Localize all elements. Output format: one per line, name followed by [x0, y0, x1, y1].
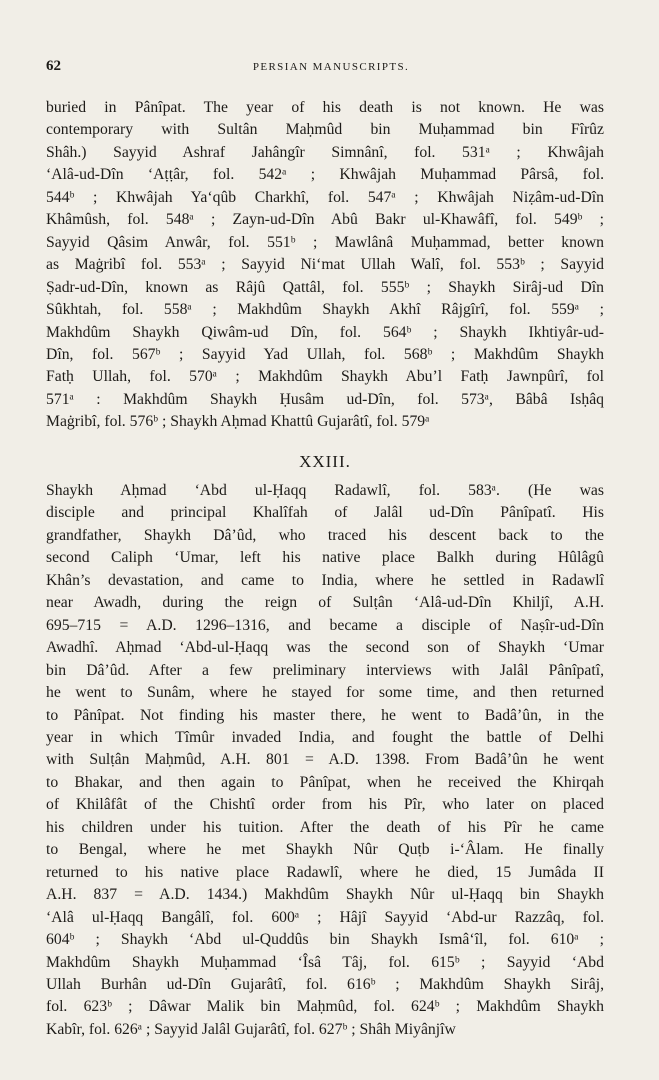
- text-line: to Bhakar, and then again to Pânîpat, when he received the Khirqah: [46, 773, 604, 791]
- section-heading: XXIII.: [299, 452, 351, 471]
- text-line: Khân’s devastation, and came to India, where he settled in Radawlî: [46, 571, 604, 589]
- text-line: 604ᵇ ; Shaykh ‘Abd ul-Quddûs bin Shaykh Ismâ‘îl, fol. 610ᵃ ;: [46, 931, 604, 949]
- text-line: grandfather, Shaykh Dâ’ûd, who traced his descent back to the: [46, 526, 604, 544]
- text-line: of Khilâfât of the Chishtî order from his Pîr, who later on placed: [46, 796, 604, 814]
- text-line: 544ᵇ ; Khwâjah Ya‘qûb Charkhî, fol. 547ᵃ ; Khwâjah Niẓâm-ud-Dîn: [46, 188, 604, 206]
- text-line: bin Dâ’ûd. After a few preliminary interviews with Jalâl Pânîpatî,: [46, 661, 604, 679]
- text-line: Ṣadr-ud-Dîn, known as Râjû Qattâl, fol. 555ᵇ ; Shaykh Sirâj-ud Dîn: [46, 278, 604, 296]
- text-line: with Sulṭân Maḥmûd, A.H. 801 = A.D. 1398. From Badâ’ûn he went: [46, 751, 604, 769]
- text-line: Sayyid Qâsim Anwâr, fol. 551ᵇ ; Mawlânâ Muḥammad, better known: [46, 233, 604, 251]
- page-number: 62: [46, 58, 61, 74]
- paragraph-2: [46, 480, 604, 1041]
- text-line: ‘Alâ-ud-Dîn ‘Aṭṭâr, fol. 542ᵃ ; Khwâjah Muḥammad Pârsâ, fol.: [46, 166, 604, 184]
- text-line: Makhdûm Shaykh Muḥammad ‘Îsâ Tâj, fol. 615ᵇ ; Sayyid ‘Abd: [46, 953, 604, 971]
- text-line: 695–715 = A.D. 1296–1316, and became a disciple of Naṣîr-ud-Dîn: [46, 616, 604, 634]
- text-line: to Bengal, where he met Shaykh Nûr Quṭb i-‘Âlam. He finally: [46, 841, 604, 859]
- text-line: Kabîr, fol. 626ᵃ ; Sayyid Jalâl Gujarâtî, fol. 627ᵇ ; Shâh Miyânjîw: [46, 1020, 456, 1038]
- text-line: as Maġribî fol. 553ᵃ ; Sayyid Ni‘mat Ullah Walî, fol. 553ᵇ ; Sayyid: [46, 256, 604, 274]
- text-line: near Awadh, during the reign of Sulṭân ‘Alâ-ud-Dîn Khiljî, A.H.: [46, 594, 604, 612]
- page-header: [46, 58, 616, 82]
- running-head: PERSIAN MANUSCRIPTS.: [252, 61, 410, 73]
- text-line: year in which Tîmûr invaded India, and fought the battle of Delhi: [46, 728, 604, 746]
- text-line: buried in Pânîpat. The year of his death is not known. He was: [46, 99, 604, 116]
- text-line: returned to his native place Radawlî, where he died, 15 Jumâda II: [46, 863, 604, 881]
- text-line: to Pânîpat. Not finding his master there, he went to Badâ’ûn, in the: [46, 706, 604, 724]
- text-line: Maġribî, fol. 576ᵇ ; Shaykh Aḥmad Khattû Gujarâtî, fol. 579ᵃ: [46, 413, 430, 431]
- text-line: disciple and principal Khalîfah of Jalâl ud-Dîn Pânîpatî. His: [46, 504, 604, 522]
- text-line: 571ᵃ : Makhdûm Shaykh Ḥusâm ud-Dîn, fol. 573ᵃ, Bâbâ Isḥâq: [46, 390, 604, 408]
- text-line: his children under his tuition. After the death of his Pîr he came: [46, 818, 604, 836]
- text-line: Shaykh Aḥmad ‘Abd ul-Ḥaqq Radawlî, fol. 583ᵃ. (He was: [46, 482, 604, 499]
- text-line: contemporary with Sultân Maḥmûd bin Muḥammad bin Fîrûz: [46, 121, 604, 139]
- text-line: Fatḥ Ullah, fol. 570ᵃ ; Makhdûm Shaykh Abu’l Fatḥ Jawnpûrî, fol: [46, 368, 604, 386]
- text-line: A.H. 837 = A.D. 1434.) Makhdûm Shaykh Nûr ul-Ḥaqq bin Shaykh: [46, 886, 604, 904]
- text-line: Khâmûsh, fol. 548ᵃ ; Zayn-ud-Dîn Abû Bakr ul-Khawâfî, fol. 549ᵇ ;: [46, 211, 604, 229]
- paragraph-1: [46, 97, 604, 434]
- text-line: Ullah Burhân ud-Dîn Gujarâtî, fol. 616ᵇ ; Makhdûm Shaykh Sirâj,: [46, 975, 604, 993]
- text-line: fol. 623ᵇ ; Dâwar Malik bin Maḥmûd, fol. 624ᵇ ; Makhdûm Shaykh: [46, 998, 604, 1016]
- text-line: second Caliph ‘Umar, left his native place Balkh during Hûlâgû: [46, 549, 604, 567]
- text-line: Sûkhtah, fol. 558ᵃ ; Makhdûm Shaykh Akhî Râjgîrî, fol. 559ᵃ ;: [46, 301, 604, 319]
- text-line: he went to Sunâm, where he stayed for some time, and then returned: [46, 684, 604, 702]
- text-line: Makhdûm Shaykh Qiwâm-ud Dîn, fol. 564ᵇ ; Shaykh Ikhtiyâr-ud-: [46, 323, 604, 341]
- text-line: Awadhî. Aḥmad ‘Abd-ul-Ḥaqq was the second son of Shaykh ‘Umar: [46, 639, 604, 657]
- text-line: ‘Alâ ul-Ḥaqq Bangâlî, fol. 600ᵃ ; Hâjî Sayyid ‘Abd-ur Razzâq, fol.: [46, 908, 604, 926]
- text-line: Dîn, fol. 567ᵇ ; Sayyid Yad Ullah, fol. 568ᵇ ; Makhdûm Shaykh: [46, 345, 604, 363]
- text-line: Shâh.) Sayyid Ashraf Jahângîr Simnânî, fol. 531ᵃ ; Khwâjah: [46, 143, 604, 161]
